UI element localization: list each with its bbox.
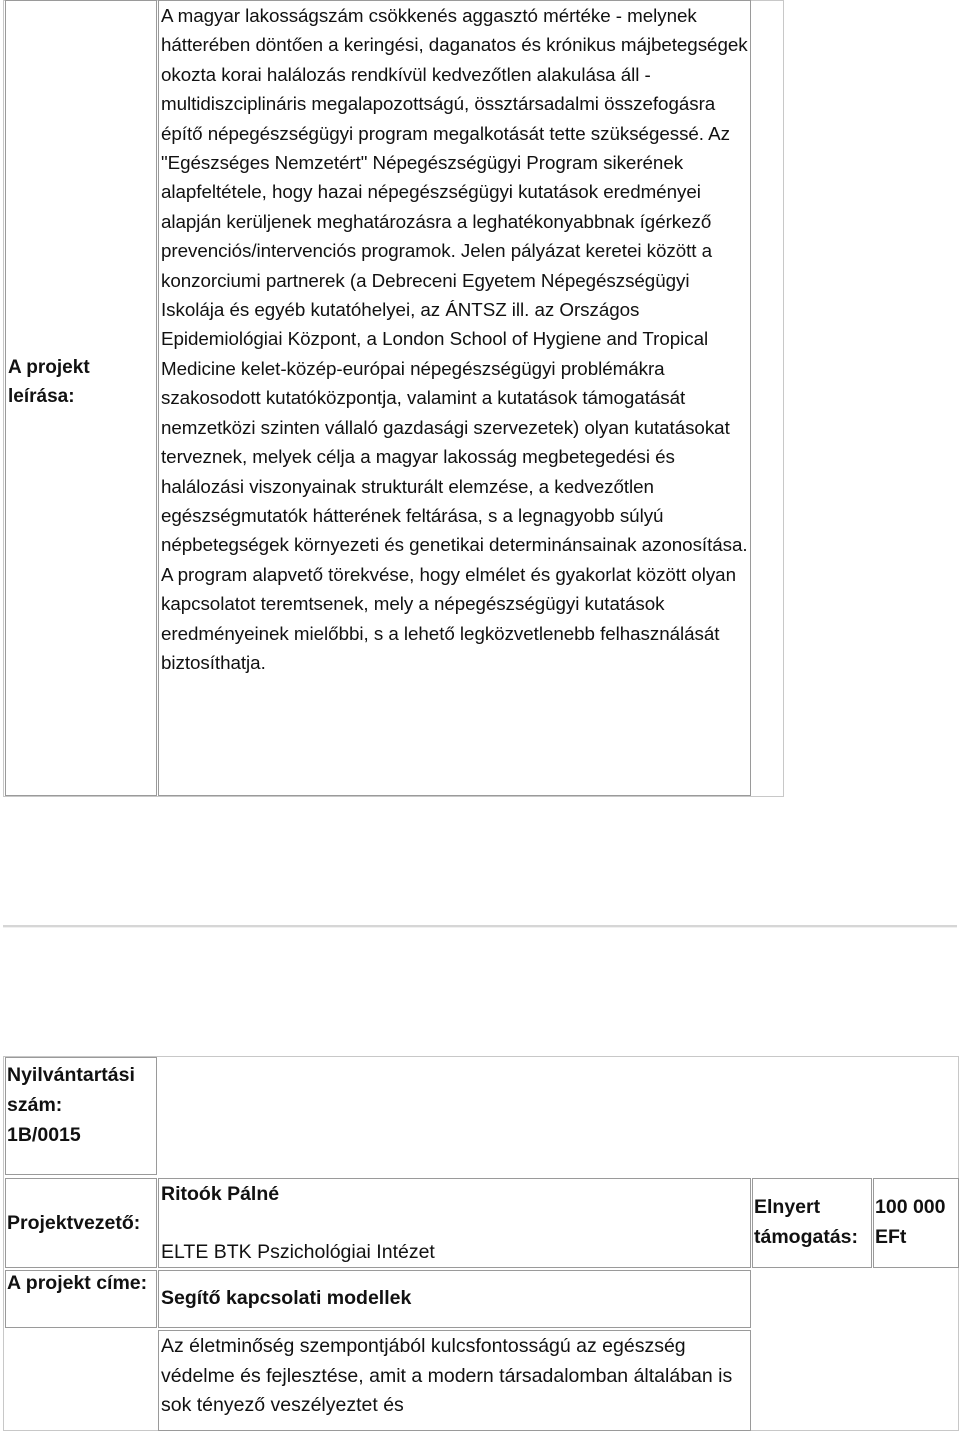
award-value [875,1193,960,1252]
project-leader-institution: ELTE BTK Pszichológiai Intézet [161,1241,435,1263]
project-summary-text: Az életminőség szempontjából kulcsfontosságú az egészség védelme és fejlesztése, amit a modern társadalomban általában is sok tényező veszélyeztet és [161,1335,733,1416]
project-leader-label: Projektvezető: [7,1212,141,1234]
project-title-label: A projekt címe: [7,1272,148,1294]
registration-label: Nyilvántartási szám: [7,1064,135,1116]
project-description-text: A magyar lakosságszám csökkenés aggasztó mértéke - melynek hátterében döntően a keringési, daganatos és krónikus májbetegségek okozta korai halálozás rendkívül kedvezőtlen alakulása áll - multidiszciplináris megalapozottságú, össztársadalmi összefogásra építő népegészségügyi program megalkotását tette szükségessé. Az "Egészséges Nemzetért" Népegészségügyi Program sikerének alapfeltétele, hogy hazai népegészségügyi kutatások eredményei alapján kerüljenek meghatározásra a leghatékonyabbnak ígérkező prevenciós/intervenciós programok. Jelen pályázat keretei között a konzorciumi partnerek (a Debreceni Egyetem Népegészségügyi Iskolája és egyéb kutatóhelyei, az ÁNTSZ ill. az Országos Epidemiológiai Központ, a London School of Hygiene and Tropical Medicine kelet-közép-európai népegészségügyi problémákra szakosodott kutatóközpontja, valamint a kutatások támogatását nemzetközi szinten vállaló gazdasági szervezetek) olyan kutatásokat terveznek, melyek célja a magyar lakosság megbetegedési és halálozási viszonyainak strukturált elemzése, a kedvezőtlen egészségmutatók hátterének feltárása, s a legnagyobb súlyú népbetegségek környezeti és genetikai determinánsainak azonosítása. A program alapvető törekvése, hogy elmélet és gyakorlat között olyan kapcsolatot teremtsenek, mely a népegészségügyi kutatások eredményeinek mielőbbi, s a lehető legközvetlenebb felhasználását biztosíthatja. [161,5,748,673]
award-label: Elnyert támogatás: [754,1196,859,1248]
section-divider [3,925,957,928]
award-amount: 100 000 [875,1196,946,1218]
project-leader-name: Ritoók Pálné [161,1183,280,1205]
registration-number: 1B/0015 [7,1124,81,1146]
registration-block [7,1060,157,1150]
award-unit: EFt [875,1225,907,1248]
description-label: A projekt leírása: [8,357,90,407]
project-title-value: Segítő kapcsolati modellek [161,1287,412,1309]
